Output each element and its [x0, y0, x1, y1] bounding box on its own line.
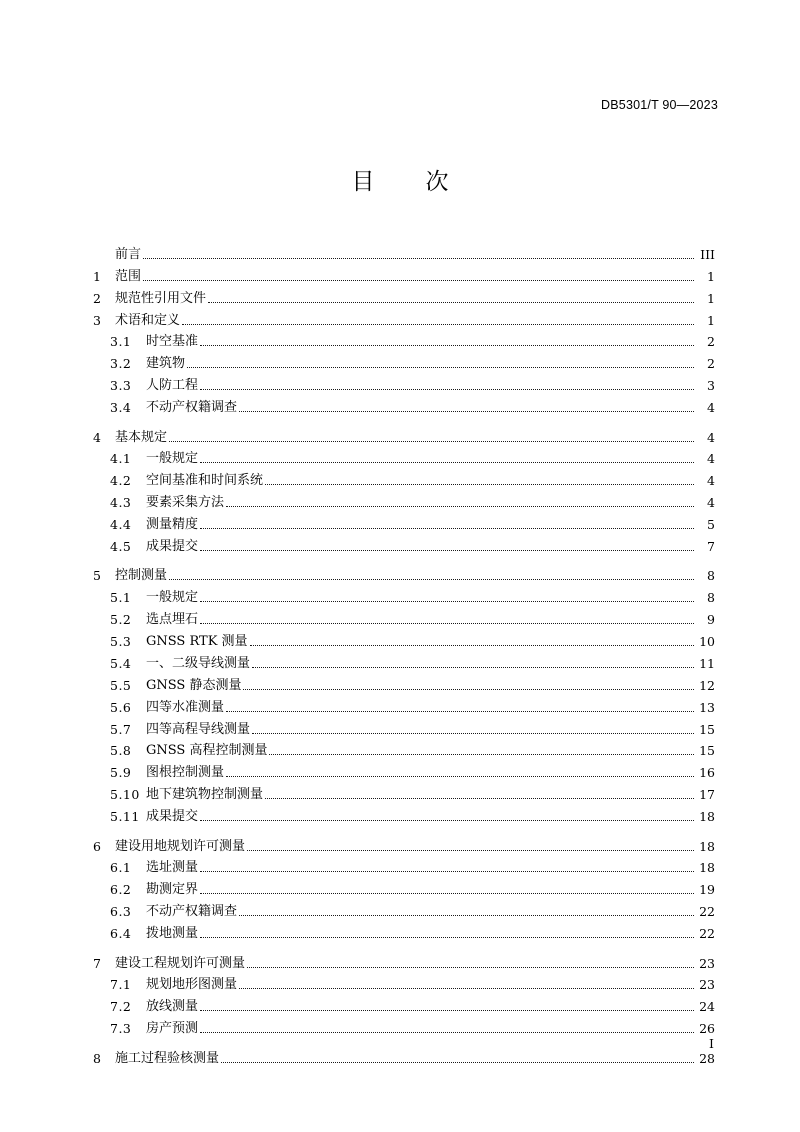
- toc-entry-label: 施工过程验核测量: [115, 1050, 220, 1066]
- toc-entry-number: 3.1: [110, 334, 132, 350]
- toc-entry-page: 15: [699, 743, 715, 759]
- toc-dot-leader: [247, 840, 694, 853]
- toc-entry[interactable]: [93, 759, 715, 781]
- toc-entry-number: 3.2: [110, 356, 132, 372]
- toc-entry-number: 3.3: [110, 378, 132, 394]
- toc-entry-label: 成果提交: [146, 538, 199, 554]
- toc-entry-label: 建设工程规划许可测量: [115, 955, 246, 971]
- toc-entry-label: 术语和定义: [115, 312, 181, 328]
- toc-entry-page: 22: [699, 904, 715, 920]
- toc-entry[interactable]: [93, 285, 715, 307]
- toc-entry-page: 11: [699, 655, 715, 671]
- toc-entry-label: 控制测量: [115, 568, 168, 584]
- toc-entry-label: 前言: [115, 246, 142, 262]
- toc-entry[interactable]: [93, 833, 715, 855]
- toc-entry-page: 19: [699, 882, 715, 898]
- toc-entry-label: 不动产权籍调查: [146, 904, 238, 920]
- toc-entry-label: GNSS 高程控制测量: [146, 743, 268, 759]
- toc-entry-label: 地下建筑物控制测量: [146, 787, 264, 803]
- toc-entry-number: 6.4: [110, 926, 132, 942]
- toc-dot-leader: [200, 518, 694, 531]
- toc-entry-number: 6.2: [110, 882, 132, 898]
- toc-entry-number: 6.3: [110, 904, 132, 920]
- toc-entry[interactable]: [93, 876, 715, 898]
- toc-entry-label: 放线测量: [146, 999, 199, 1015]
- toc-entry-page: 2: [707, 356, 715, 372]
- toc-entry[interactable]: [93, 628, 715, 650]
- toc-entry-page: 9: [707, 612, 715, 628]
- toc-entry-page: III: [700, 246, 715, 262]
- toc-entry[interactable]: [93, 307, 715, 329]
- toc-entry-page: 4: [707, 473, 715, 489]
- toc-entry-number: 4: [93, 429, 102, 445]
- toc-dot-leader: [182, 314, 694, 327]
- toc-entry-page: 15: [699, 721, 715, 737]
- toc-entry-number: 7: [93, 955, 102, 971]
- toc-dot-leader: [226, 701, 694, 714]
- toc-entry-page: 10: [699, 634, 715, 650]
- toc-dot-leader: [200, 379, 694, 392]
- toc-entry[interactable]: [93, 372, 715, 394]
- toc-entry-label: GNSS 静态测量: [146, 677, 242, 693]
- toc-dot-leader: [226, 496, 694, 509]
- toc-entry-label: 时空基准: [146, 334, 199, 350]
- toc-dot-leader: [200, 335, 694, 348]
- toc-entry[interactable]: [93, 467, 715, 489]
- toc-dot-leader: [187, 357, 694, 370]
- toc-entry-number: 7.3: [110, 1021, 132, 1037]
- toc-entry-page: 4: [707, 495, 715, 511]
- toc-entry-number: 4.4: [110, 517, 132, 533]
- toc-entry[interactable]: [93, 993, 715, 1015]
- toc-entry-label: 范围: [115, 268, 142, 284]
- toc-entry-label: 房产预测: [146, 1021, 199, 1037]
- toc-entry-label: 空间基准和时间系统: [146, 473, 264, 489]
- toc-entry[interactable]: [93, 350, 715, 372]
- toc-entry-page: 3: [707, 378, 715, 394]
- toc-dot-leader: [208, 292, 694, 305]
- toc-entry-page: 23: [699, 955, 715, 971]
- toc-dot-leader: [200, 591, 694, 604]
- toc-entry-label: 建设用地规划许可测量: [115, 838, 246, 854]
- toc-entry-number: 5.3: [110, 634, 132, 650]
- toc-dot-leader: [200, 452, 694, 465]
- toc-entry[interactable]: [93, 694, 715, 716]
- toc-dot-leader: [143, 248, 694, 261]
- toc-dot-leader: [239, 401, 694, 414]
- toc-entry[interactable]: [93, 855, 715, 877]
- toc-dot-leader: [200, 540, 694, 553]
- toc-dot-leader: [200, 1000, 694, 1013]
- toc-dot-leader: [200, 861, 694, 874]
- toc-entry-number: 5.11: [110, 809, 140, 825]
- toc-entry-number: 7.1: [110, 977, 132, 993]
- toc-entry-page: 26: [699, 1021, 715, 1037]
- toc-entry-label: 选址测量: [146, 860, 199, 876]
- toc-entry-label: 一般规定: [146, 451, 199, 467]
- toc-dot-leader: [200, 613, 694, 626]
- toc-entry-label: 拨地测量: [146, 926, 199, 942]
- toc-entry[interactable]: [93, 533, 715, 555]
- toc-entry-page: 18: [699, 860, 715, 876]
- toc-dot-leader: [247, 957, 694, 970]
- toc-entry-label: 规划地形图测量: [146, 977, 238, 993]
- toc-entry-page: 4: [707, 451, 715, 467]
- toc-entry-number: 3.4: [110, 400, 132, 416]
- toc-dot-leader: [252, 657, 694, 670]
- toc-dot-leader: [250, 635, 694, 648]
- toc-entry[interactable]: [93, 511, 715, 533]
- toc-entry-number: 4.1: [110, 451, 132, 467]
- toc-entry[interactable]: [93, 562, 715, 584]
- toc-dot-leader: [269, 744, 694, 757]
- toc-entry-number: 5.10: [110, 787, 140, 803]
- toc-entry-page: 1: [707, 290, 715, 306]
- toc-entry-number: 5.9: [110, 765, 132, 781]
- toc-entry-page: 24: [699, 999, 715, 1015]
- toc-entry-number: 6: [93, 838, 102, 854]
- toc-entry-number: 4.3: [110, 495, 132, 511]
- toc-dot-leader: [221, 1052, 694, 1065]
- toc-dot-leader: [200, 883, 694, 896]
- toc-entry-label: 建筑物: [146, 356, 186, 372]
- toc-entry[interactable]: [93, 672, 715, 694]
- toc-dot-leader: [226, 766, 694, 779]
- toc-entry-label: 人防工程: [146, 378, 199, 394]
- toc-entry-number: 5.7: [110, 721, 132, 737]
- toc-entry-page: 8: [707, 568, 715, 584]
- toc-entry[interactable]: [93, 950, 715, 972]
- toc-entry-page: 22: [699, 926, 715, 942]
- toc-entry-label: 四等高程导线测量: [146, 721, 251, 737]
- toc-entry-number: 6.1: [110, 860, 132, 876]
- toc-dot-leader: [265, 788, 694, 801]
- toc-entry-label: 测量精度: [146, 517, 199, 533]
- toc-entry-number: 5.5: [110, 677, 132, 693]
- toc-entry-number: 5.2: [110, 612, 132, 628]
- toc-entry[interactable]: [93, 329, 715, 351]
- toc-entry-page: 18: [699, 809, 715, 825]
- toc-entry-label: 选点埋石: [146, 612, 199, 628]
- toc-entry[interactable]: [93, 263, 715, 285]
- toc-entry-number: 2: [93, 290, 102, 306]
- toc-entry-label: 一般规定: [146, 590, 199, 606]
- toc-dot-leader: [243, 679, 694, 692]
- toc-entry-page: 28: [699, 1050, 715, 1066]
- table-of-contents: [93, 241, 715, 1067]
- toc-dot-leader: [169, 569, 694, 582]
- toc-entry-label: 勘测定界: [146, 882, 199, 898]
- toc-entry[interactable]: [93, 803, 715, 825]
- toc-dot-leader: [252, 723, 694, 736]
- toc-entry[interactable]: [93, 446, 715, 468]
- toc-entry[interactable]: [93, 606, 715, 628]
- toc-entry[interactable]: [93, 394, 715, 416]
- toc-entry[interactable]: [93, 489, 715, 511]
- toc-entry-number: 5.6: [110, 699, 132, 715]
- toc-entry-number: 5.4: [110, 655, 132, 671]
- toc-entry-page: 1: [707, 312, 715, 328]
- toc-entry-number: 4.5: [110, 538, 132, 554]
- toc-entry-number: 7.2: [110, 999, 132, 1015]
- toc-entry-label: 图根控制测量: [146, 765, 225, 781]
- toc-entry-label: 基本规定: [115, 429, 168, 445]
- toc-entry-page: 1: [707, 268, 715, 284]
- toc-entry-number: 3: [93, 312, 102, 328]
- toc-entry-page: 7: [707, 538, 715, 554]
- toc-entry-label: 不动产权籍调查: [146, 400, 238, 416]
- toc-entry-label: 要素采集方法: [146, 495, 225, 511]
- toc-entry-label: 规范性引用文件: [115, 290, 207, 306]
- toc-entry[interactable]: [93, 424, 715, 446]
- toc-entry-page: 4: [707, 429, 715, 445]
- toc-entry-page: 18: [699, 838, 715, 854]
- toc-entry-page: 23: [699, 977, 715, 993]
- toc-entry-number: 5.1: [110, 590, 132, 606]
- toc-dot-leader: [200, 1022, 694, 1035]
- toc-entry[interactable]: [93, 1015, 715, 1037]
- toc-entry-number: 8: [93, 1050, 102, 1066]
- toc-entry-page: 17: [699, 787, 715, 803]
- toc-entry-number: 5.8: [110, 743, 132, 759]
- toc-entry-number: 4.2: [110, 473, 132, 489]
- toc-entry-label: 成果提交: [146, 809, 199, 825]
- toc-entry-number: 5: [93, 568, 102, 584]
- toc-entry[interactable]: [93, 650, 715, 672]
- toc-entry-label: 四等水准测量: [146, 699, 225, 715]
- toc-entry[interactable]: [93, 716, 715, 738]
- toc-entry[interactable]: [93, 920, 715, 942]
- toc-dot-leader: [239, 978, 694, 991]
- toc-dot-leader: [169, 431, 694, 444]
- toc-entry[interactable]: [93, 1045, 715, 1067]
- toc-entry-label: 一、二级导线测量: [146, 655, 251, 671]
- toc-entry[interactable]: [93, 898, 715, 920]
- toc-entry-label: GNSS RTK 测量: [146, 634, 248, 650]
- toc-entry-page: 5: [707, 517, 715, 533]
- toc-entry-page: 12: [699, 677, 715, 693]
- toc-entry-page: 4: [707, 400, 715, 416]
- toc-dot-leader: [200, 810, 694, 823]
- toc-entry[interactable]: [93, 972, 715, 994]
- toc-entry-page: 13: [699, 699, 715, 715]
- toc-entry-page: 8: [707, 590, 715, 606]
- toc-dot-leader: [143, 270, 694, 283]
- toc-entry-number: 1: [93, 268, 102, 284]
- toc-entry-page: 2: [707, 334, 715, 350]
- toc-entry[interactable]: [93, 738, 715, 760]
- toc-dot-leader: [239, 905, 694, 918]
- toc-entry-page: 16: [699, 765, 715, 781]
- toc-dot-leader: [200, 927, 694, 940]
- standard-number-header: DB5301/T 90—2023: [601, 98, 718, 112]
- toc-dot-leader: [265, 474, 694, 487]
- toc-entry[interactable]: [93, 241, 715, 263]
- page-number-footer: I: [709, 1036, 714, 1051]
- toc-entry[interactable]: [93, 781, 715, 803]
- toc-entry[interactable]: [93, 584, 715, 606]
- page-title: 目 次: [351, 169, 463, 195]
